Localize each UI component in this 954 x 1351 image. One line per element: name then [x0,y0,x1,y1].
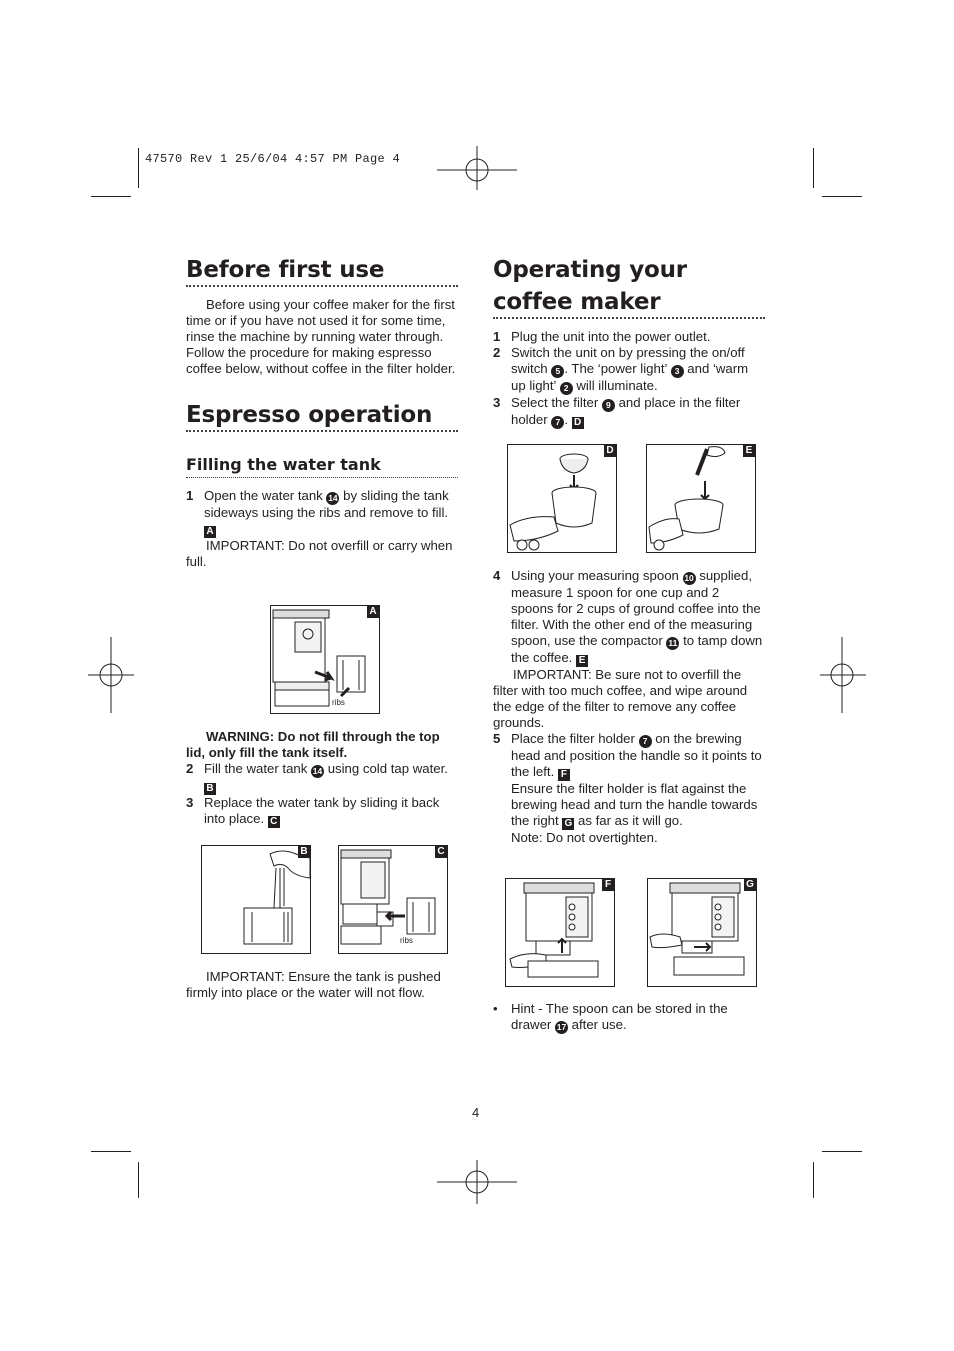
part-number-icon: 7 [551,416,564,429]
part-number-icon: 9 [602,399,615,412]
figure-label: E [743,445,755,457]
part-number-icon: 5 [551,365,564,378]
before-first-use-text: Before using your coffee maker for the first time or if you have not used it for some time, rinse the machine by running water through. Follow the procedure for making espresso coffee below, without coffee in the filter holder. [186,297,456,376]
figure-ref-icon: D [572,417,584,429]
left-column [186,254,458,570]
registration-mark-left [88,635,138,715]
hint: • Hint - The spoon can be stored in the drawer 17 after use. [493,1001,728,1032]
part-number-icon: 17 [556,1022,567,1032]
operate-step-2: 2 Switch the unit on by pressing the on/off switch 5 . The ‘power light’ 3 and ‘warm up light’ 2 will illuminate. [493,345,749,393]
right-column [493,254,765,429]
figure-label: F [602,879,614,891]
figure-label: C [435,846,447,858]
figure-d-filter [507,444,617,553]
part-number-icon: 14 [328,493,338,503]
figure-a-tank-removal [270,605,380,714]
page-number: 4 [472,1105,480,1120]
right-column-lower [493,568,765,846]
registration-mark-bottom [437,1152,517,1212]
operate-step-3: 3 Select the filter 9 and place in the filter holder 7 . D [493,395,741,428]
operate-step-4-important: IMPORTANT: Be sure not to overfill the filter with too much coffee, and wipe around the edge of the filter to remove any coffee grounds. [493,667,748,730]
registration-mark-right [818,635,868,715]
figure-c-replace-tank [338,845,448,954]
figure-ref-icon: C [268,816,280,828]
figure-b-fill-tank [201,845,311,954]
figure-ref-icon: A [204,526,216,538]
filling-tank-title: Filling the water tank [186,455,381,474]
operate-step-5: 5 Place the filter holder 7 on the brewing head and position the handle so it points to the left. F Ensure the filter holder is flat against the brewing head and turn the handle towards the right G as far as it will go. Note: Do not overtighten. [493,731,762,845]
fill-step-2: 2 Fill the water tank 14 using cold tap water. B [186,761,448,794]
figure-ref-icon: G [562,818,574,830]
fill-step-1-important: IMPORTANT: Do not overfill or carry when full. [186,538,453,569]
ribs-label: ribs [400,936,413,945]
registration-mark-top [437,140,517,200]
espresso-operation-title: Espresso operation [186,402,433,428]
figure-e-tamp [646,444,756,553]
figure-ref-icon: B [204,783,216,795]
part-number-icon: 11 [668,638,678,648]
operating-title: Operating your coffee maker [493,257,687,315]
part-number-icon: 3 [671,365,684,378]
part-number-icon: 7 [639,735,652,748]
operate-step-1: 1 Plug the unit into the power outlet. [493,329,711,344]
figure-f-insert-holder [505,878,615,987]
divider [186,477,458,478]
figure-label: G [744,879,756,891]
warning-text: WARNING: Do not fill through the top lid, only fill the tank itself. [186,729,440,760]
figure-ref-icon: F [558,769,570,781]
figure-ref-icon: E [576,655,588,667]
before-first-use-title: Before first use [186,257,385,283]
fill-step-1: 1 Open the water tank 14 by sliding the tank sideways using the ribs and remove to fill. A [186,488,449,537]
figure-label: D [604,445,616,457]
fill-step-3: 3 Replace the water tank by sliding it back into place. C [186,795,440,827]
part-number-icon: 14 [312,766,323,776]
print-slug: 47570 Rev 1 25/6/04 4:57 PM Page 4 [145,152,401,166]
part-number-icon: 2 [560,382,573,395]
figure-label: A [367,606,379,618]
operate-step-4: 4 Using your measuring spoon 10 supplied, measure 1 spoon for one cup and 2 spoons for 2 cups of ground coffee into the filter. With the other end of the measuring spoon, use the compactor 11 to tamp down the coffee. E [493,568,763,666]
bullet: • [493,1001,498,1016]
left-column-lower [186,729,458,828]
important-tank-note: IMPORTANT: Ensure the tank is pushed firmly into place or the water will not flow. [186,969,441,1000]
ribs-label: ribs [332,698,345,707]
part-number-icon: 10 [684,573,694,583]
figure-g-turn-handle [647,878,757,987]
figure-label: B [298,846,310,858]
